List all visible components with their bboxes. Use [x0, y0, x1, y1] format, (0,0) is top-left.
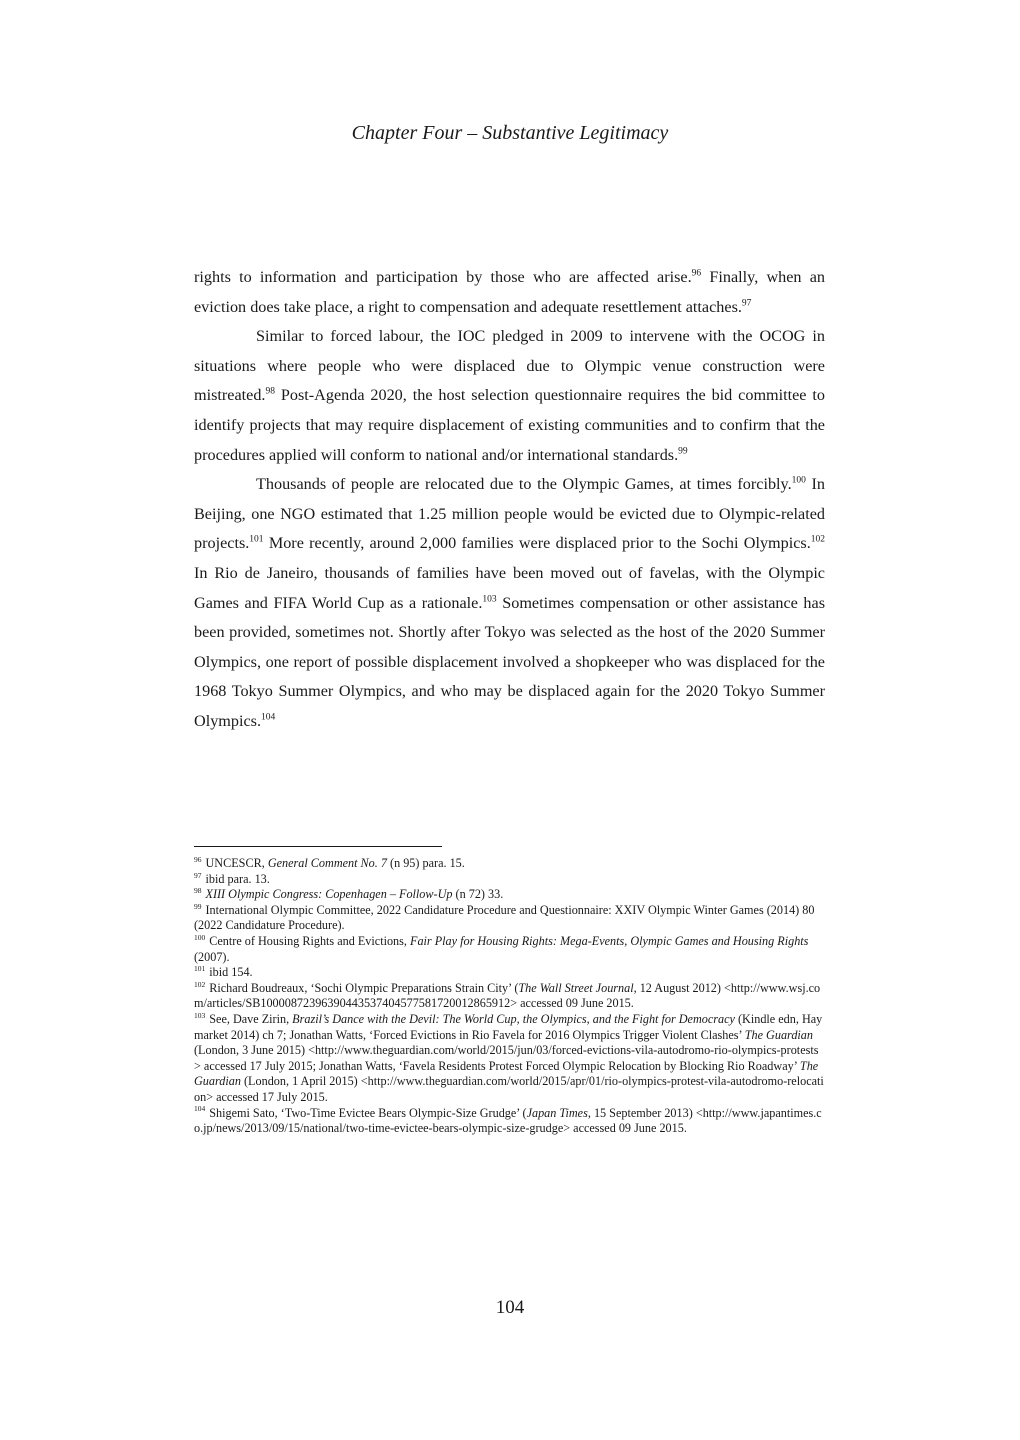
- paragraph: rights to information and participation by those who are affected arise.$^{96}$ Finally, when an eviction does take place, a right to compensation and adequate resettlement attaches.$^{97}$: [194, 268, 826, 316]
- footnote-97: $^{97}$ ibid para. 13.: [194, 870, 270, 886]
- body-text: [194, 263, 825, 737]
- footnotes: [194, 856, 825, 1137]
- footnote-separator: [194, 846, 442, 847]
- footnote-103: $^{103}$ See, Dave Zirin, Brazil’s Dance with the Devil: The World Cup, the Olympics, and the Fight for Democracy (Kindle edn, Haymarket 2014) ch 7; Jonathan Watts, ‘Forced Evictions in Rio Favela for 2016 Olympics Trigger Violent Clashes’ The Guardian (London, 3 June 2015) <http://www.theguardian.com/world/2015/jun/03/forced-evictions-vila-autodromo-rio-olympics-protests> accessed 17 July 2015; Jonathan Watts, ‘Favela Residents Protest Forced Olympic Relocation by Blocking Rio Roadway’ The Guardian (London, 1 April 2015) <http://www.theguardian.com/world/2015/apr/01/rio-olympics-protest-vila-autodromo-relocation> accessed 17 July 2015.: [194, 1010, 824, 1104]
- paragraph: Thousands of people are relocated due to the Olympic Games, at times forcibly.$^{100}$ In Beijing, one NGO estimated that 1.25 million people would be evicted due to Olympic-related projects.$^{101}$ More recently, around 2,000 families were displaced prior to the Sochi Olympics.$^{102}$ In Rio de Janeiro, thousands of families have been moved out of favelas, with the Olympic Games and FIFA World Cup as a rationale.$^{103}$ Sometimes compensation or other assistance has been provided, sometimes not. Shortly after Tokyo was selected as the host of the 2020 Summer Olympics, one report of possible displacement involved a shopkeeper who was displaced for the 1968 Tokyo Summer Olympics, and who may be displaced again for the 2020 Tokyo Summer Olympics.$^{104}$: [194, 475, 826, 730]
- footnote-101: $^{101}$ ibid 154.: [194, 964, 253, 980]
- footnote-ref[interactable]: 97: [741, 298, 752, 309]
- footnote-ref[interactable]: 104: [261, 712, 276, 723]
- running-header: Chapter Four – Substantive Legitimacy: [351, 122, 669, 144]
- footnote-ref[interactable]: 102: [810, 534, 825, 545]
- footnote-ref[interactable]: 96: [691, 268, 702, 279]
- footnote-100: $^{100}$ Centre of Housing Rights and Evictions, Fair Play for Housing Rights: Mega-Events, Olympic Games and Housing Rights (2007).: [194, 932, 809, 964]
- footnote-ref[interactable]: 99: [678, 446, 688, 457]
- footnote-ref[interactable]: 98: [265, 386, 275, 397]
- footnote-98: $^{98}$ XIII Olympic Congress: Copenhagen – Follow-Up (n 72) 33.: [194, 886, 504, 902]
- page-number: 104: [495, 1297, 525, 1318]
- footnote-96: $^{96}$ UNCESCR, General Comment No. 7 (n 95) para. 15.: [194, 854, 465, 870]
- footnote-ref[interactable]: 103: [482, 594, 497, 605]
- footnote-104: $^{104}$ Shigemi Sato, ‘Two-Time Evictee Bears Olympic-Size Grudge’ (Japan Times, 15 September 2013) <http://www.japantimes.co.jp/news/2013/09/15/national/two-time-evictee-bears-olympic-size-grudge> accessed 09 June 2015.: [194, 1104, 822, 1136]
- footnote-ref[interactable]: 100: [791, 475, 806, 486]
- footnote-ref[interactable]: 101: [249, 534, 264, 545]
- paragraph: Similar to forced labour, the IOC pledged in 2009 to intervene with the OCOG in situations where people who were displaced due to Olympic venue construction were mistreated.$^{98}$ Post-Agenda 2020, the host selection questionnaire requires the bid committee to identify projects that may require displacement of existing communities and to confirm that the procedures applied will conform to national and/or international standards.$^{99}$: [194, 327, 825, 464]
- footnote-99: $^{99}$ International Olympic Committee, 2022 Candidature Procedure and Questionnaire: XXIV Olympic Winter Games (2014) 80 (2022 Candidature Procedure).: [194, 901, 815, 933]
- footnote-102: $^{102}$ Richard Boudreaux, ‘Sochi Olympic Preparations Strain City’ (The Wall Street Journal, 12 August 2012) <http://www.wsj.com/articles/SB10000872396390443537404577581720012865912> accessed 09 June 2015.: [194, 979, 821, 1011]
